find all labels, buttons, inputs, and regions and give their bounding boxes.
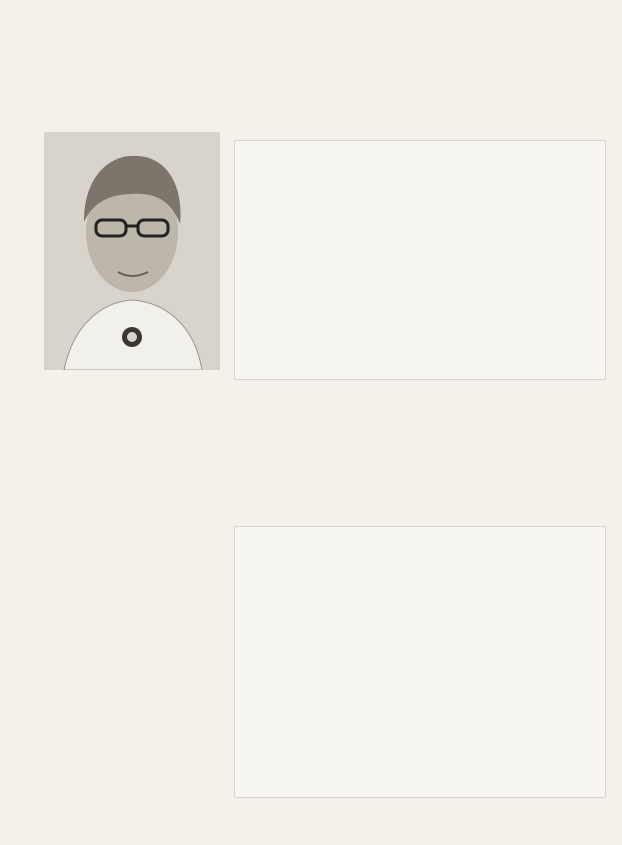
instrument-photo-extern <box>234 526 606 798</box>
instrument-list-graefe <box>234 416 418 426</box>
instrument-photo-graefe <box>234 140 606 380</box>
author-portrait <box>44 132 220 370</box>
